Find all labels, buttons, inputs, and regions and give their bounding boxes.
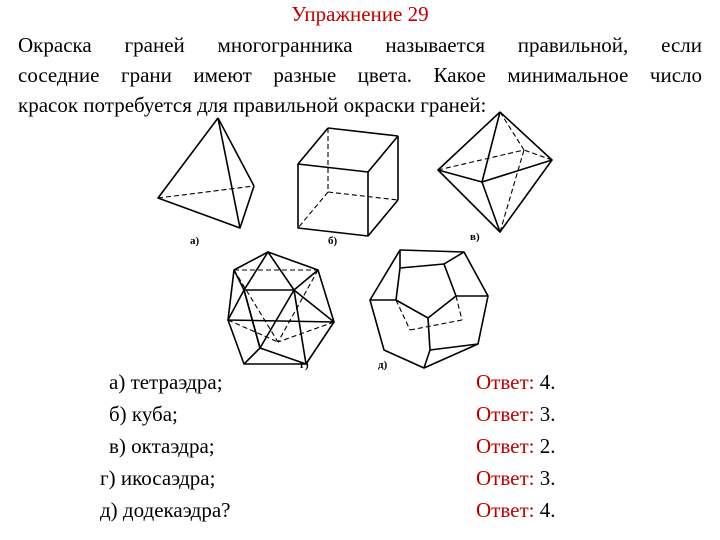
question-line-2: соседние грани имеют разные цвета. Какое минимальное число — [18, 63, 702, 87]
answer-row — [476, 462, 555, 494]
list-item: а) тетраэдра; — [109, 370, 223, 394]
octahedron-figure — [438, 112, 552, 232]
dodecahedron-figure — [370, 250, 488, 368]
tetrahedron-figure — [158, 118, 254, 228]
figure-label-d: д) — [378, 359, 388, 371]
answer-label: Ответ: — [476, 370, 535, 394]
answer-row — [476, 398, 555, 430]
answer-label: Ответ: — [476, 434, 535, 458]
polyhedra-list — [100, 366, 230, 526]
figure-label-g: г) — [300, 359, 309, 371]
answer-value: 2. — [539, 434, 556, 458]
icosahedron-figure — [228, 252, 334, 364]
exercise-title: Упражнение 29 — [291, 2, 429, 26]
list-item: г) икосаэдра; — [100, 466, 216, 490]
list-item: в) октаэдра; — [109, 434, 215, 458]
answer-label: Ответ: — [476, 498, 535, 522]
answer-value: 4. — [539, 498, 556, 522]
answer-value: 3. — [539, 466, 556, 490]
figure-label-a: а) — [190, 235, 200, 247]
answer-row — [476, 366, 555, 398]
list-item: д) додекаэдра? — [100, 498, 231, 522]
answer-value: 3. — [539, 402, 556, 426]
answers-list — [476, 366, 555, 526]
answer-value: 4. — [539, 370, 556, 394]
answer-label: Ответ: — [476, 466, 535, 490]
figure-label-b: б) — [328, 235, 338, 247]
answer-row — [476, 494, 555, 526]
question-line-1: Окраска граней многогранника называется правильной, если — [18, 33, 702, 57]
answer-label: Ответ: — [476, 402, 535, 426]
question-line-3: красок потребуется для правильной окраски граней: — [18, 93, 487, 117]
figure-label-v: в) — [470, 231, 480, 243]
cube-figure — [298, 128, 398, 236]
answer-row — [476, 430, 555, 462]
list-item: б) куба; — [109, 402, 178, 426]
